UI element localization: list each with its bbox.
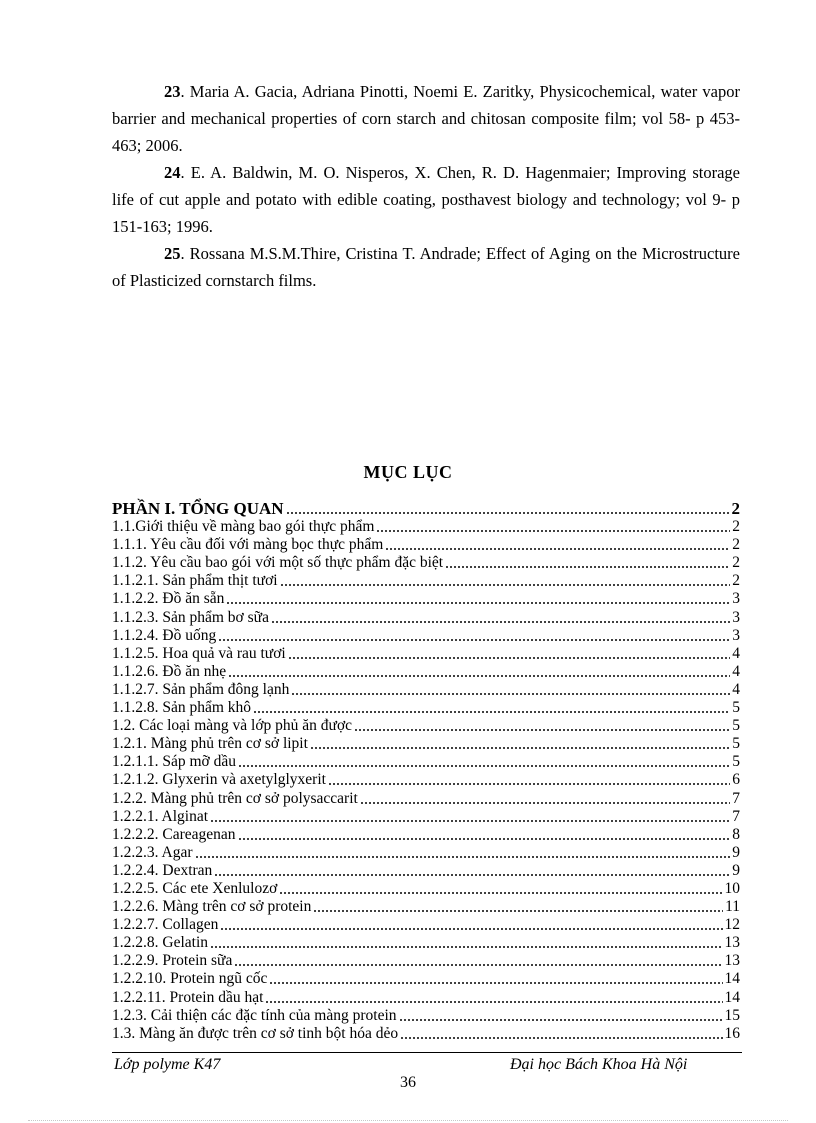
toc-leader-dots <box>279 883 722 895</box>
toc-entry-page: 3 <box>732 608 740 626</box>
toc-leader-dots <box>400 1028 722 1040</box>
toc-entry[interactable] <box>112 645 740 663</box>
toc-entry-page: 2 <box>732 536 740 554</box>
toc-entry-page: 2 <box>732 554 740 572</box>
toc-entry[interactable] <box>112 916 740 934</box>
toc-entry-label: 1.1.Giới thiệu về màng bao gói thực phẩm <box>112 518 375 536</box>
toc-entry-page: 9 <box>732 861 740 879</box>
toc-leader-dots <box>376 521 730 533</box>
toc-entry-label: 1.2.2.10. Protein ngũ cốc <box>112 970 268 988</box>
reference-text: . Maria A. Gacia, Adriana Pinotti, Noemi E. Zaritky, Physicochemical, water vapor barrier and mechanical properties of corn starch and chitosan composite film; vol 58- p 453- 463; 2006. <box>112 82 740 155</box>
toc-entry-label: 1.2.2.1. Alginat <box>112 807 209 825</box>
toc-entry[interactable] <box>112 970 740 988</box>
toc-entry[interactable] <box>112 898 740 916</box>
toc-part-label: PHẦN I. TỔNG QUAN <box>112 499 284 518</box>
reference-list <box>112 78 740 294</box>
toc-leader-dots <box>195 847 731 859</box>
toc-entry-page: 16 <box>724 1024 740 1042</box>
toc-leader-dots <box>271 612 730 624</box>
toc-entry[interactable] <box>112 862 740 880</box>
toc-entry[interactable] <box>112 735 740 753</box>
toc-entry-page: 5 <box>732 753 740 771</box>
toc-entry-page: 5 <box>732 735 740 753</box>
toc-entry-label: 1.1.2.1. Sản phẩm thịt tươi <box>112 572 278 590</box>
toc-leader-dots <box>234 955 722 967</box>
toc-entry-page: 10 <box>724 879 740 897</box>
toc-leader-dots <box>286 503 730 515</box>
toc-entry-label: 1.1.2.2. Đồ ăn sẵn <box>112 590 225 608</box>
toc-entry[interactable] <box>112 753 740 771</box>
reference-number: 24 <box>164 163 181 182</box>
toc-entry-page: 8 <box>732 825 740 843</box>
toc-entry-label: 1.2.2.7. Collagen <box>112 916 219 934</box>
toc-leader-dots <box>253 702 730 714</box>
toc-leader-dots <box>310 738 730 750</box>
toc-entry-page: 5 <box>732 717 740 735</box>
toc-leader-dots <box>220 919 722 931</box>
toc-leader-dots <box>385 539 730 551</box>
toc-leader-dots <box>291 684 730 696</box>
toc-leader-dots <box>228 666 730 678</box>
toc-entry[interactable] <box>112 536 740 554</box>
toc-entry[interactable] <box>112 771 740 789</box>
toc-leader-dots <box>210 937 723 949</box>
toc-entry-label: 1.1.2.6. Đồ ăn nhẹ <box>112 662 227 680</box>
footer-divider <box>112 1052 742 1053</box>
toc-leader-dots <box>269 973 722 985</box>
toc-entry-page: 11 <box>725 898 740 916</box>
toc-leader-dots <box>313 901 723 913</box>
toc-entry[interactable] <box>112 590 740 608</box>
toc-entry[interactable] <box>112 988 740 1006</box>
reference-item <box>112 159 740 240</box>
reference-number: 25 <box>164 244 181 263</box>
toc-entry-label: 1.2.2.8. Gelatin <box>112 934 208 952</box>
toc-entry-label: 1.2.2.3. Agar <box>112 843 193 861</box>
toc-entry-label: 1.1.2.4. Đồ uống <box>112 626 217 644</box>
toc-entry-label: 1.2.2.6. Màng trên cơ sở protein <box>112 898 312 916</box>
toc-entry[interactable] <box>112 681 740 699</box>
toc-entry-label: 1.1.2. Yêu cầu bao gói với một số thực phẩm đặc biệt <box>112 554 444 572</box>
reference-number: 23 <box>164 82 181 101</box>
toc-leader-dots <box>265 992 722 1004</box>
toc-leader-dots <box>218 630 730 642</box>
toc-entry[interactable] <box>112 699 740 717</box>
table-of-contents <box>112 498 740 1043</box>
toc-entry-page: 2 <box>732 518 740 536</box>
toc-leader-dots <box>399 1010 723 1022</box>
toc-entry[interactable] <box>112 663 740 681</box>
toc-leader-dots <box>214 865 730 877</box>
toc-entry-page: 3 <box>732 626 740 644</box>
toc-entry-page: 4 <box>732 680 740 698</box>
toc-leader-dots <box>226 593 730 605</box>
page-border <box>28 1120 788 1121</box>
toc-leader-dots <box>360 793 730 805</box>
toc-entry-label: 1.2.2.11. Protein dầu hạt <box>112 988 264 1006</box>
toc-entry[interactable] <box>112 1025 740 1043</box>
toc-entry-page: 15 <box>724 1006 740 1024</box>
toc-entry-page: 3 <box>732 590 740 608</box>
toc-entry-label: 1.1.2.8. Sản phẩm khô <box>112 699 252 717</box>
toc-entry-label: 1.2.2.2. Careagenan <box>112 825 236 843</box>
toc-entry-page: 7 <box>732 789 740 807</box>
toc-title: MỤC LỤC <box>363 462 453 482</box>
toc-entry[interactable] <box>112 952 740 970</box>
toc-leader-dots <box>445 557 730 569</box>
toc-entry[interactable] <box>112 572 740 590</box>
toc-entry-label: 1.2.2.4. Dextran <box>112 861 213 879</box>
toc-part-page: 2 <box>731 499 740 518</box>
toc-entry-label: 1.2. Các loại màng và lớp phủ ăn được <box>112 717 353 735</box>
footer-university: Đại học Bách Khoa Hà Nội <box>510 1056 688 1073</box>
toc-entry[interactable] <box>112 1007 740 1025</box>
page-number: 36 <box>400 1074 416 1091</box>
toc-entry-label: 1.2.2. Màng phủ trên cơ sở polysaccarit <box>112 789 358 807</box>
reference-text: . E. A. Baldwin, M. O. Nisperos, X. Chen, R. D. Hagenmaier; Improving storage life of cut apple and potato with edible coating, posthavest biology and technology; vol 9- p 151-163; 1996. <box>112 163 740 236</box>
toc-entry-page: 14 <box>724 988 740 1006</box>
toc-entry-page: 9 <box>732 843 740 861</box>
toc-entry[interactable] <box>112 844 740 862</box>
toc-leader-dots <box>238 829 731 841</box>
toc-entry-page: 14 <box>724 970 740 988</box>
toc-leader-dots <box>288 648 731 660</box>
toc-entry[interactable] <box>112 934 740 952</box>
toc-entry-page: 4 <box>732 662 740 680</box>
toc-part-heading[interactable] <box>112 498 740 518</box>
toc-leader-dots <box>354 720 730 732</box>
toc-entry[interactable] <box>112 518 740 536</box>
toc-entry-page: 6 <box>732 771 740 789</box>
toc-entry-label: 1.1.1. Yêu cầu đối với màng bọc thực phẩm <box>112 536 384 554</box>
toc-leader-dots <box>280 575 731 587</box>
toc-entry-page: 13 <box>724 952 740 970</box>
toc-entry-label: 1.3. Màng ăn được trên cơ sở tinh bột hóa dẻo <box>112 1024 399 1042</box>
toc-entry[interactable] <box>112 826 740 844</box>
reference-text: . Rossana M.S.M.Thire, Cristina T. Andrade; Effect of Aging on the Microstructure of Plasticized cornstarch films. <box>112 244 740 290</box>
toc-entry[interactable] <box>112 717 740 735</box>
toc-entry-label: 1.1.2.5. Hoa quả và rau tươi <box>112 644 286 662</box>
toc-entry-label: 1.2.2.9. Protein sữa <box>112 952 233 970</box>
toc-leader-dots <box>328 774 730 786</box>
toc-entry-page: 2 <box>732 572 740 590</box>
toc-entry-label: 1.2.1.2. Glyxerin và axetylglyxerit <box>112 771 326 789</box>
toc-entry-page: 5 <box>732 699 740 717</box>
footer-class-name: Lớp polyme K47 <box>114 1056 221 1073</box>
reference-item <box>112 78 740 159</box>
toc-entry-label: 1.2.3. Cải thiện các đặc tính của màng protein <box>112 1006 397 1024</box>
reference-item <box>112 240 740 294</box>
toc-entry-label: 1.1.2.3. Sản phẩm bơ sữa <box>112 608 269 626</box>
toc-entry[interactable] <box>112 789 740 807</box>
toc-leader-dots <box>238 756 730 768</box>
toc-entry-page: 7 <box>732 807 740 825</box>
toc-entry[interactable] <box>112 554 740 572</box>
toc-entry-label: 1.2.1.1. Sáp mỡ dầu <box>112 753 237 771</box>
toc-entry[interactable] <box>112 608 740 626</box>
toc-entry[interactable] <box>112 808 740 826</box>
toc-entry-label: 1.1.2.7. Sản phẩm đông lạnh <box>112 680 290 698</box>
toc-entry[interactable] <box>112 627 740 645</box>
toc-entry-page: 4 <box>732 644 740 662</box>
toc-entry-page: 12 <box>724 916 740 934</box>
toc-leader-dots <box>210 811 730 823</box>
toc-entry-label: 1.2.2.5. Các ete Xenlulozơ <box>112 879 278 897</box>
toc-entry-label: 1.2.1. Màng phủ trên cơ sở lipit <box>112 735 308 753</box>
toc-entry[interactable] <box>112 880 740 898</box>
toc-entry-page: 13 <box>724 934 740 952</box>
